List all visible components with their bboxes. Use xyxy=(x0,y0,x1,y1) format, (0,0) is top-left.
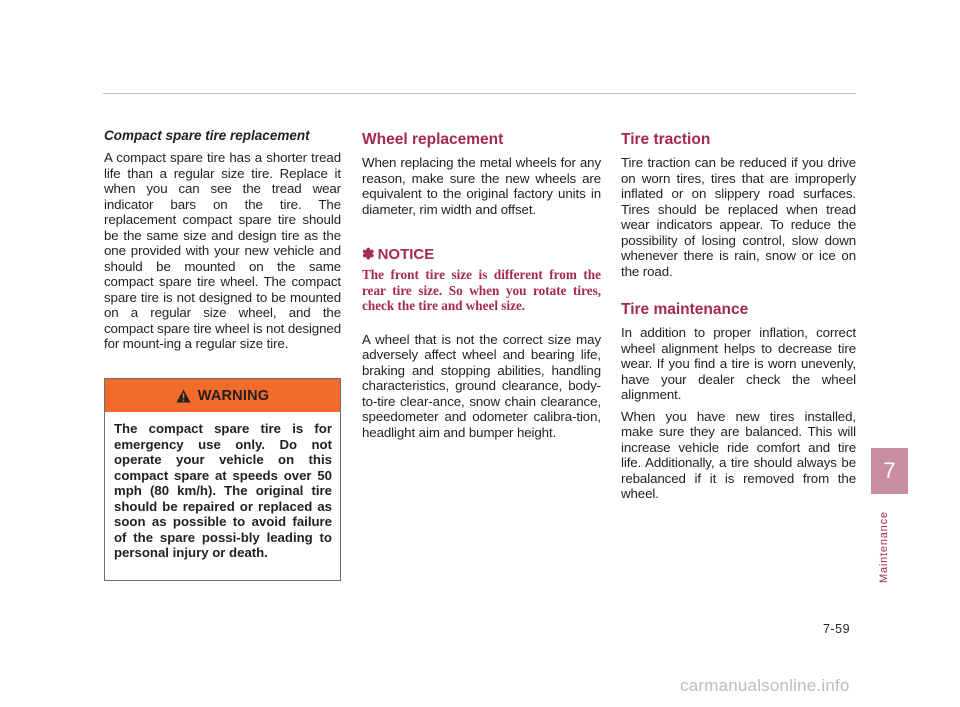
wheel-replacement-paragraph: When replacing the metal wheels for any reason, make sure the new wheels are equivalent to the original factory units in diameter, rim width and offset. xyxy=(362,155,601,217)
wrong-size-paragraph: A wheel that is not the correct size may adversely affect wheel and bearing life, braking and stopping abilities, handling characteristics, ground clearance, body-to-tire clear-ance, snow chain clearance, speedometer and odometer calibra-tion, headlight aim and bumper height. xyxy=(362,331,601,440)
tire-traction-heading: Tire traction xyxy=(621,131,711,148)
chapter-tab: 7 xyxy=(871,448,908,494)
wheel-replacement-heading: Wheel replacement xyxy=(362,131,504,148)
notice-title xyxy=(362,245,601,263)
compact-spare-subheading: Compact spare tire replacement xyxy=(104,128,310,143)
tire-balance-paragraph: When you have new tires installed, make sure they are balanced. This will increase vehicle ride comfort and tire life. Additionally, a tire should always be rebalanced if it is removed from the wheel. xyxy=(621,408,856,501)
tire-traction-paragraph: Tire traction can be reduced if you drive on worn tires, tires that are improperly inflated or on slippery road surfaces. Tires should be replaced when tread wear indicators appear. To reduce the possibility of losing control, slow down whenever there is rain, snow or ice on the road. xyxy=(621,155,856,279)
notice-text: The front tire size is different from the rear tire size. So when you rotate tires, check the tire and wheel size. xyxy=(362,267,601,313)
watermark: carmanualsonline.info xyxy=(680,676,850,695)
warning-triangle-icon xyxy=(176,389,191,403)
notice-star-icon: ✽ xyxy=(362,246,375,263)
compact-spare-paragraph: A compact spare tire has a shorter tread life than a regular size tire. Replace it when you can see the tread wear indicator bars on the tire. The replacement compact spare tire should be the same size and design tire as the one provided with your new vehicle and should be mounted on the same compact spare tire wheel. The compact spare tire is not designed to be mounted on a regular size wheel, and the compact spare tire wheel is not designed for mount-ing a regular size tire. xyxy=(104,150,341,351)
top-divider xyxy=(103,93,856,94)
warning-label: WARNING xyxy=(197,387,270,404)
chapter-label: Maintenance xyxy=(878,511,890,583)
warning-header xyxy=(105,379,340,412)
column-compact-spare xyxy=(104,128,341,358)
warning-box xyxy=(104,378,341,581)
notice-title-text: NOTICE xyxy=(377,246,435,263)
tire-maintenance-heading: Tire maintenance xyxy=(621,301,749,318)
warning-text: The compact spare tire is for emergency use only. Do not operate your vehicle on this compact spare at speeds over 50 mph (80 km/h). The original tire should be repaired or replaced as soon as possible to avoid failure of the spare possi-bly leading to personal injury or death. xyxy=(114,421,332,560)
tire-maintenance-paragraph: In addition to proper inflation, correct wheel alignment helps to decrease tire wear. If you find a tire is worn unevenly, have your dealer check the wheel alignment. xyxy=(621,325,856,402)
column-wheel-replacement xyxy=(362,128,601,446)
column-tire-traction xyxy=(621,128,856,508)
page-number: 7-59 xyxy=(823,622,851,636)
